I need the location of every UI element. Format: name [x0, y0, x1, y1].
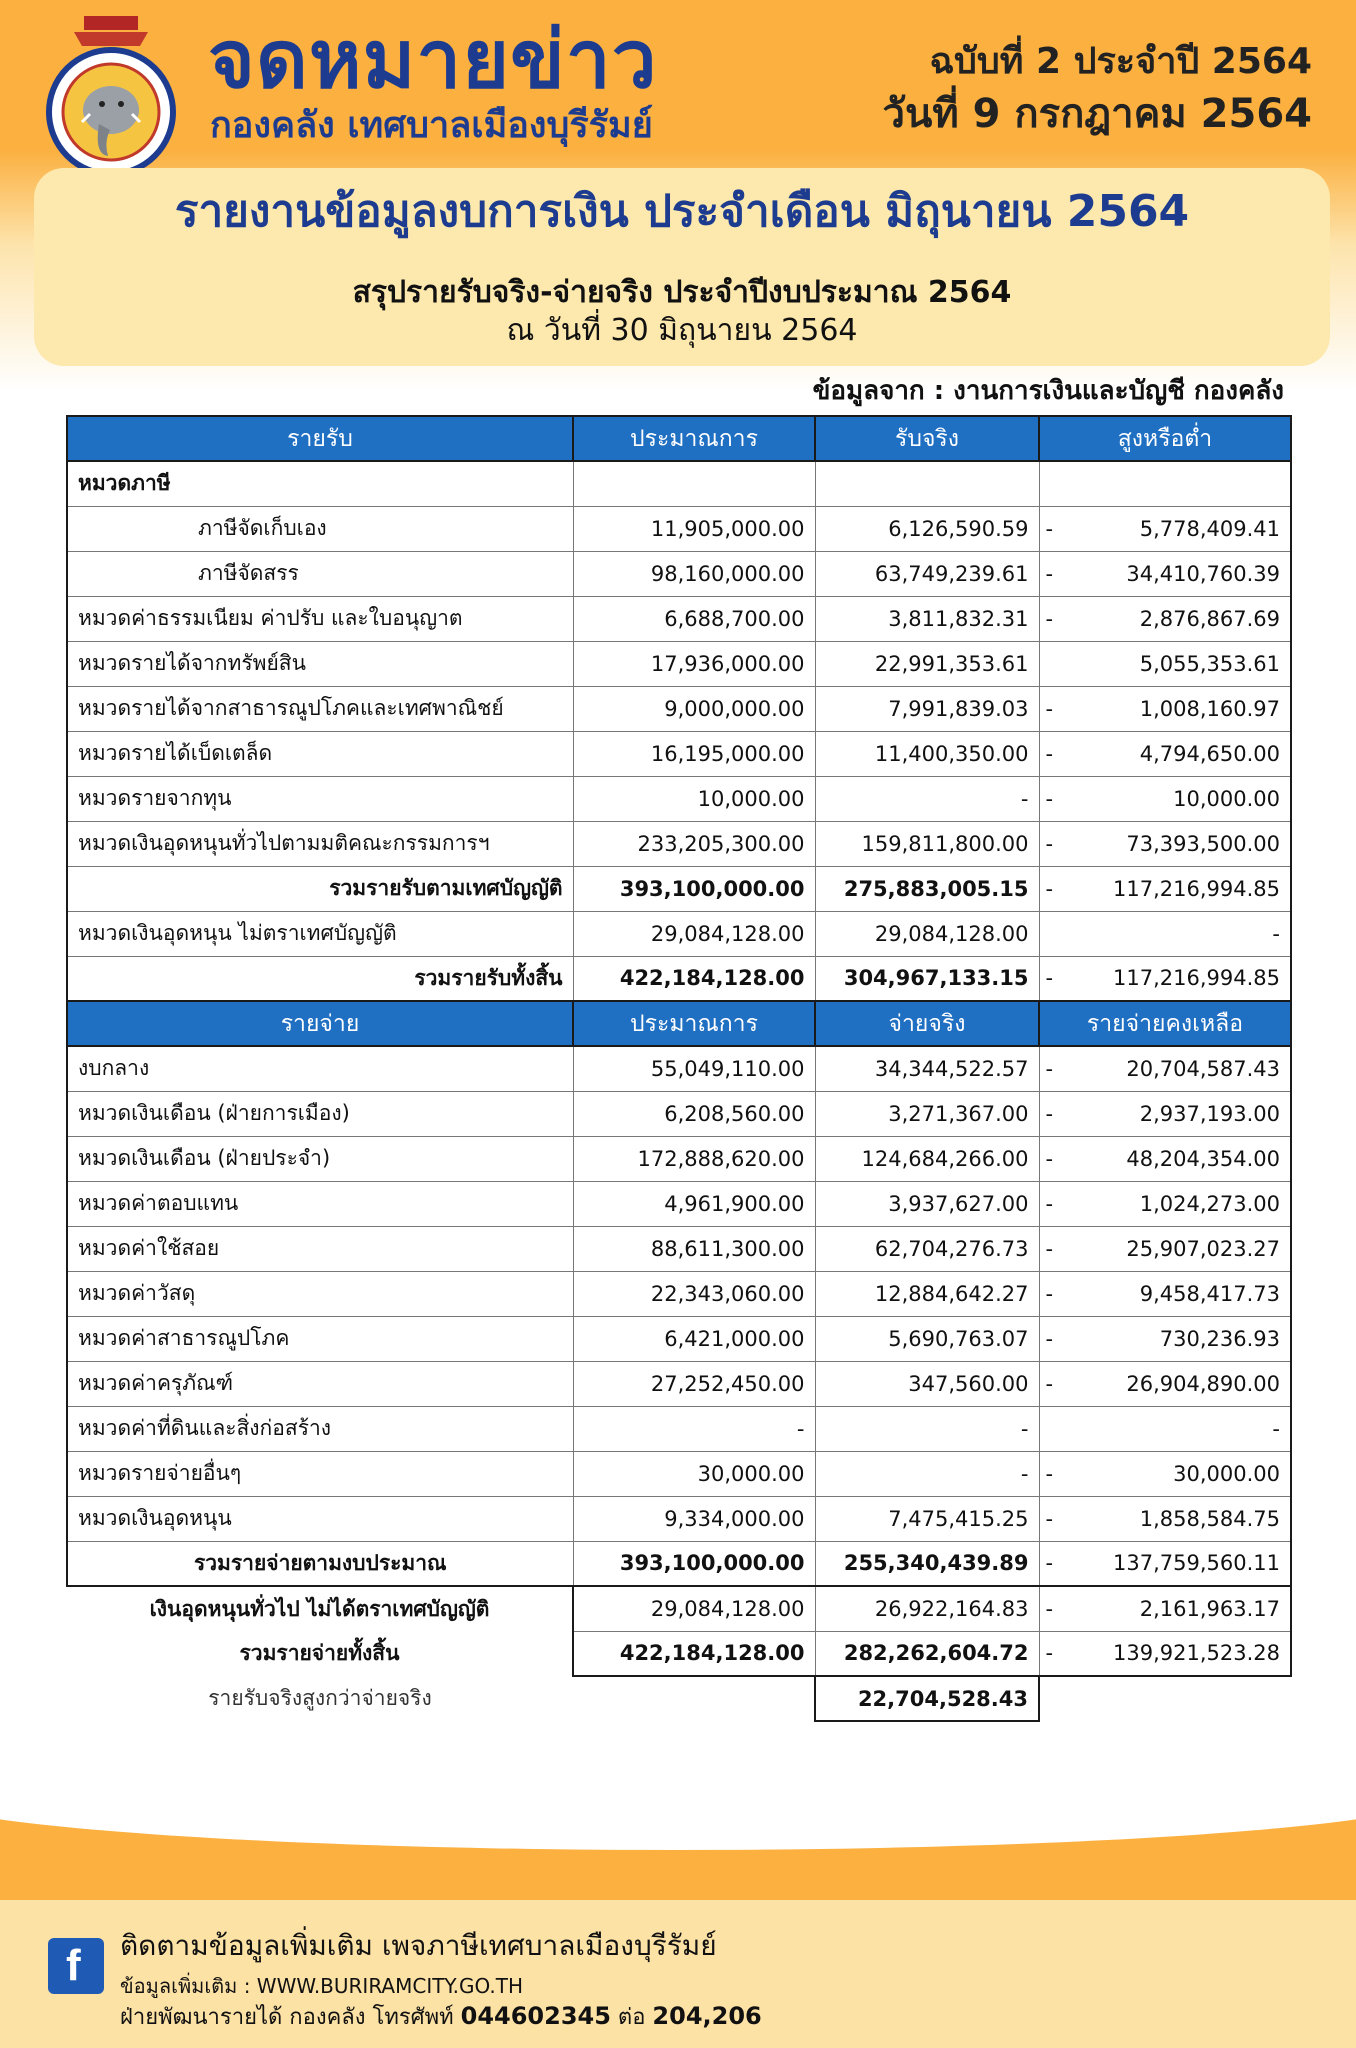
income-header-row — [67, 416, 1291, 461]
diff-value: 2,161,963.17 — [1139, 1596, 1280, 1621]
diff-value: 34,410,760.39 — [1126, 561, 1280, 586]
footer-contact: ฝ่ายพัฒนารายได้ กองคลัง โทรศัพท์ 044602345 ต่อ 204,206 — [120, 2002, 762, 2030]
row-label: ภาษีจัดสรร — [67, 551, 573, 596]
diff-value: 117,216,994.85 — [1113, 966, 1280, 991]
row-label: หมวดค่าธรรมเนียม ค่าปรับ และใบอนุญาต — [67, 596, 573, 641]
actual-cell: 62,704,276.73 — [815, 1226, 1039, 1271]
estimate-cell: 6,208,560.00 — [573, 1091, 815, 1136]
estimate-cell: 6,688,700.00 — [573, 596, 815, 641]
empty-cell — [1039, 1676, 1291, 1721]
footer-website[interactable]: ข้อมูลเพิ่มเติม : WWW.BURIRAMCITY.GO.TH — [120, 1974, 523, 1998]
diff-value: 26,904,890.00 — [1126, 1371, 1280, 1396]
diff-cell — [1039, 1271, 1291, 1316]
estimate-cell: 393,100,000.00 — [573, 866, 815, 911]
report-subtitle: สรุปรายรับจริง-จ่ายจริง ประจำปีงบประมาณ 2564 — [352, 275, 1012, 310]
estimate-cell: 29,084,128.00 — [573, 911, 815, 956]
estimate-cell: 88,611,300.00 — [573, 1226, 815, 1271]
row-label: หมวดค่าใช้สอย — [67, 1226, 573, 1271]
table-row — [67, 641, 1291, 686]
diff-value: 5,055,353.61 — [1139, 651, 1280, 676]
surplus-value: 22,704,528.43 — [815, 1676, 1039, 1721]
diff-cell — [1039, 1181, 1291, 1226]
diff-sign: - — [1045, 1056, 1054, 1081]
income-header-cell: ประมาณการ — [573, 416, 815, 461]
row-label: หมวดรายจ่ายอื่นๆ — [67, 1451, 573, 1496]
row-label: รวมรายรับตามเทศบัญญัติ — [67, 866, 573, 911]
diff-value: 48,204,354.00 — [1126, 1146, 1280, 1171]
category-row — [67, 461, 1291, 506]
diff-value: 30,000.00 — [1173, 1461, 1280, 1486]
table-row — [67, 686, 1291, 731]
expense-header-cell: ประมาณการ — [573, 1001, 815, 1046]
diff-cell — [1039, 641, 1291, 686]
row-label: หมวดค่าครุภัณฑ์ — [67, 1361, 573, 1406]
diff-cell — [1039, 1496, 1291, 1541]
report-title: รายงานข้อมูลงบการเงิน ประจำเดือน มิถุนายน 2564 — [174, 186, 1190, 237]
actual-cell: 26,922,164.83 — [815, 1586, 1039, 1631]
diff-cell — [1039, 551, 1291, 596]
diff-value: 9,458,417.73 — [1139, 1281, 1280, 1306]
table-row — [67, 1226, 1291, 1271]
actual-cell: 34,344,522.57 — [815, 1046, 1039, 1091]
diff-sign: - — [1045, 786, 1054, 811]
diff-sign: - — [1045, 1281, 1054, 1306]
footer-follow-text: ติดตามข้อมูลเพิ่มเติม เพจภาษีเทศบาลเมืองบุรีรัมย์ — [120, 1929, 717, 1962]
diff-sign: - — [1045, 831, 1054, 856]
footer-curve — [0, 1730, 1356, 1850]
diff-sign: - — [1045, 606, 1054, 631]
diff-cell — [1039, 596, 1291, 641]
estimate-cell: 393,100,000.00 — [573, 1541, 815, 1586]
row-label: หมวดเงินอุดหนุน ไม่ตราเทศบัญญัติ — [67, 911, 573, 956]
table-row — [67, 1406, 1291, 1451]
row-label: หมวดรายได้จากสาธารณูปโภคและเทศพาณิชย์ — [67, 686, 573, 731]
estimate-cell: 27,252,450.00 — [573, 1361, 815, 1406]
estimate-cell: 10,000.00 — [573, 776, 815, 821]
diff-cell — [1039, 1451, 1291, 1496]
empty-cell — [1039, 461, 1291, 506]
diff-cell — [1039, 1091, 1291, 1136]
row-label: ภาษีจัดเก็บเอง — [67, 506, 573, 551]
actual-cell: 6,126,590.59 — [815, 506, 1039, 551]
estimate-cell: 9,000,000.00 — [573, 686, 815, 731]
issue-number: ฉบับที่ 2 ประจำปี 2564 — [929, 41, 1312, 82]
surplus-label: รายรับจริงสูงกว่าจ่ายจริง — [208, 1686, 432, 1710]
diff-value: 73,393,500.00 — [1126, 831, 1280, 856]
actual-cell: 63,749,239.61 — [815, 551, 1039, 596]
expense-subtotal-row — [67, 1541, 1291, 1586]
diff-sign: - — [1045, 1551, 1054, 1576]
diff-value: 137,759,560.11 — [1113, 1551, 1280, 1576]
actual-cell: 3,937,627.00 — [815, 1181, 1039, 1226]
facebook-icon[interactable]: f — [48, 1938, 104, 1994]
table-row — [67, 821, 1291, 866]
newsletter-subtitle: กองคลัง เทศบาลเมืองบุรีรัมย์ — [210, 105, 653, 146]
income-grant-row — [67, 911, 1291, 956]
actual-cell: 255,340,439.89 — [815, 1541, 1039, 1586]
row-label: หมวดรายได้จากทรัพย์สิน — [67, 641, 573, 686]
expense-total-row — [67, 1631, 1291, 1676]
actual-cell: 7,991,839.03 — [815, 686, 1039, 731]
municipality-logo — [44, 14, 178, 180]
row-label: รวมรายจ่ายทั้งสิ้น — [239, 1641, 400, 1665]
row-label: รวมรายจ่ายตามงบประมาณ — [67, 1541, 573, 1586]
actual-cell: 11,400,350.00 — [815, 731, 1039, 776]
diff-sign: - — [1045, 1371, 1054, 1396]
table-row — [67, 776, 1291, 821]
table-row — [67, 1316, 1291, 1361]
diff-value: 2,876,867.69 — [1139, 606, 1280, 631]
diff-value: - — [1272, 1416, 1280, 1441]
diff-sign: - — [1045, 1641, 1054, 1666]
row-label: หมวดเงินเดือน (ฝ่ายการเมือง) — [67, 1091, 573, 1136]
diff-sign: - — [1045, 561, 1054, 586]
actual-cell: 124,684,266.00 — [815, 1136, 1039, 1181]
diff-value: 2,937,193.00 — [1139, 1101, 1280, 1126]
diff-value: 1,858,584.75 — [1139, 1506, 1280, 1531]
diff-sign: - — [1045, 876, 1054, 901]
diff-value: 10,000.00 — [1173, 786, 1280, 811]
actual-cell: 3,271,367.00 — [815, 1091, 1039, 1136]
row-label: หมวดเงินเดือน (ฝ่ายประจำ) — [67, 1136, 573, 1181]
table-row — [67, 1046, 1291, 1091]
estimate-cell: 29,084,128.00 — [573, 1586, 815, 1631]
diff-cell — [1039, 866, 1291, 911]
expense-header-row — [67, 1001, 1291, 1046]
diff-value: 20,704,587.43 — [1126, 1056, 1280, 1081]
row-label: เงินอุดหนุนทั่วไป ไม่ได้ตราเทศบัญญัติ — [149, 1596, 490, 1621]
diff-cell — [1039, 1226, 1291, 1271]
diff-cell — [1039, 911, 1291, 956]
income-subtotal-row — [67, 866, 1291, 911]
actual-cell: 282,262,604.72 — [815, 1631, 1039, 1676]
issue-date: วันที่ 9 กรกฎาคม 2564 — [882, 91, 1312, 137]
table-row — [67, 1451, 1291, 1496]
estimate-cell: 6,421,000.00 — [573, 1316, 815, 1361]
diff-sign: - — [1045, 1191, 1054, 1216]
diff-cell — [1039, 731, 1291, 776]
actual-cell: - — [815, 1451, 1039, 1496]
income-header-cell: สูงหรือต่ำ — [1039, 416, 1291, 461]
table-row — [67, 1496, 1291, 1541]
diff-cell — [1039, 1316, 1291, 1361]
diff-sign: - — [1045, 1461, 1054, 1486]
income-header-cell: รับจริง — [815, 416, 1039, 461]
estimate-cell: 30,000.00 — [573, 1451, 815, 1496]
diff-value: 730,236.93 — [1159, 1326, 1280, 1351]
empty-cell — [573, 1676, 815, 1721]
expense-header-cell: รายจ่ายคงเหลือ — [1039, 1001, 1291, 1046]
table-row — [67, 1181, 1291, 1226]
actual-cell: 275,883,005.15 — [815, 866, 1039, 911]
table-row — [67, 596, 1291, 641]
table-row — [67, 1091, 1291, 1136]
actual-cell: 5,690,763.07 — [815, 1316, 1039, 1361]
row-label: หมวดรายได้เบ็ดเตล็ด — [67, 731, 573, 776]
row-label: งบกลาง — [67, 1046, 573, 1091]
report-as-of-date: ณ วันที่ 30 มิถุนายน 2564 — [506, 313, 858, 348]
expense-grant-row — [67, 1586, 1291, 1631]
estimate-cell: 22,343,060.00 — [573, 1271, 815, 1316]
row-label: หมวดเงินอุดหนุน — [67, 1496, 573, 1541]
diff-value: 5,778,409.41 — [1139, 516, 1280, 541]
diff-cell — [1039, 506, 1291, 551]
estimate-cell: 422,184,128.00 — [573, 1631, 815, 1676]
diff-value: 1,024,273.00 — [1139, 1191, 1280, 1216]
diff-sign: - — [1045, 1101, 1054, 1126]
table-row — [67, 1361, 1291, 1406]
diff-cell — [1039, 1586, 1291, 1631]
table-row — [67, 731, 1291, 776]
diff-sign: - — [1045, 696, 1054, 721]
expense-header-cell: รายจ่าย — [67, 1001, 573, 1046]
row-label: หมวดค่าตอบแทน — [67, 1181, 573, 1226]
diff-cell — [1039, 821, 1291, 866]
diff-value: 25,907,023.27 — [1126, 1236, 1280, 1261]
actual-cell: 7,475,415.25 — [815, 1496, 1039, 1541]
row-label: หมวดค่าวัสดุ — [67, 1271, 573, 1316]
actual-cell: 304,967,133.15 — [815, 956, 1039, 1001]
estimate-cell: 4,961,900.00 — [573, 1181, 815, 1226]
estimate-cell: - — [573, 1406, 815, 1451]
table-row — [67, 1271, 1291, 1316]
actual-cell: 159,811,800.00 — [815, 821, 1039, 866]
income-header-cell: รายรับ — [67, 416, 573, 461]
estimate-cell: 16,195,000.00 — [573, 731, 815, 776]
footer-extension: 204,206 — [652, 2002, 762, 2030]
estimate-cell: 55,049,110.00 — [573, 1046, 815, 1091]
diff-sign: - — [1045, 1326, 1054, 1351]
estimate-cell: 17,936,000.00 — [573, 641, 815, 686]
diff-value: 4,794,650.00 — [1139, 741, 1280, 766]
row-label: หมวดรายจากทุน — [67, 776, 573, 821]
diff-value: - — [1272, 921, 1280, 946]
estimate-cell: 9,334,000.00 — [573, 1496, 815, 1541]
category-title: หมวดภาษี — [67, 461, 573, 506]
actual-cell: 29,084,128.00 — [815, 911, 1039, 956]
diff-sign: - — [1045, 1236, 1054, 1261]
actual-cell: - — [815, 1406, 1039, 1451]
newsletter-title: จดหมายข่าว — [208, 13, 658, 106]
diff-value: 1,008,160.97 — [1139, 696, 1280, 721]
diff-cell — [1039, 1046, 1291, 1091]
empty-cell — [815, 461, 1039, 506]
financial-table — [66, 415, 1292, 1722]
diff-sign: - — [1045, 966, 1054, 991]
diff-value: 139,921,523.28 — [1113, 1641, 1280, 1666]
diff-cell — [1039, 1361, 1291, 1406]
actual-cell: 3,811,832.31 — [815, 596, 1039, 641]
diff-cell — [1039, 1406, 1291, 1451]
diff-cell — [1039, 1631, 1291, 1676]
diff-sign: - — [1045, 1146, 1054, 1171]
diff-cell — [1039, 1136, 1291, 1181]
diff-cell — [1039, 776, 1291, 821]
diff-sign: - — [1045, 1596, 1054, 1621]
table-row — [67, 551, 1291, 596]
diff-value: 117,216,994.85 — [1113, 876, 1280, 901]
footer-phone: 044602345 — [460, 2002, 611, 2030]
data-source: ข้อมูลจาก : งานการเงินและบัญชี กองคลัง — [812, 376, 1284, 406]
row-label: หมวดเงินอุดหนุนทั่วไปตามมติคณะกรรมการฯ — [67, 821, 573, 866]
row-label: รวมรายรับทั้งสิ้น — [67, 956, 573, 1001]
surplus-row — [67, 1676, 1291, 1721]
actual-cell: - — [815, 776, 1039, 821]
actual-cell: 22,991,353.61 — [815, 641, 1039, 686]
empty-cell — [573, 461, 815, 506]
row-label: หมวดค่าที่ดินและสิ่งก่อสร้าง — [67, 1406, 573, 1451]
diff-cell — [1039, 1541, 1291, 1586]
estimate-cell: 233,205,300.00 — [573, 821, 815, 866]
diff-sign: - — [1045, 741, 1054, 766]
actual-cell: 347,560.00 — [815, 1361, 1039, 1406]
estimate-cell: 172,888,620.00 — [573, 1136, 815, 1181]
diff-cell — [1039, 686, 1291, 731]
table-row — [67, 1136, 1291, 1181]
estimate-cell: 98,160,000.00 — [573, 551, 815, 596]
expense-header-cell: จ่ายจริง — [815, 1001, 1039, 1046]
diff-cell — [1039, 956, 1291, 1001]
diff-sign: - — [1045, 516, 1054, 541]
estimate-cell: 422,184,128.00 — [573, 956, 815, 1001]
income-total-row — [67, 956, 1291, 1001]
table-row — [67, 506, 1291, 551]
actual-cell: 12,884,642.27 — [815, 1271, 1039, 1316]
diff-sign: - — [1045, 1506, 1054, 1531]
row-label: หมวดค่าสาธารณูปโภค — [67, 1316, 573, 1361]
estimate-cell: 11,905,000.00 — [573, 506, 815, 551]
